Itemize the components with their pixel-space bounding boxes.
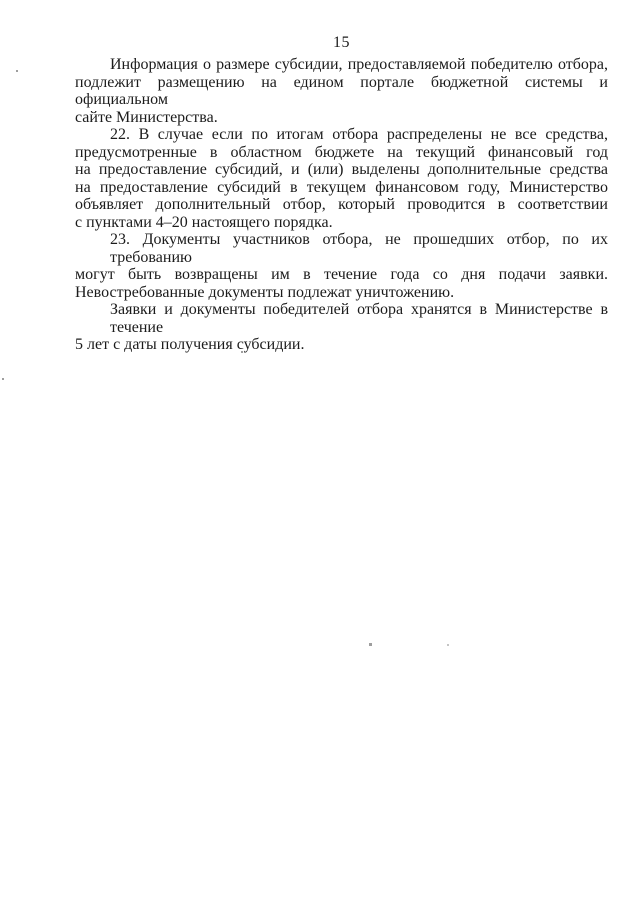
scan-artifact xyxy=(241,351,243,353)
scan-artifact xyxy=(447,644,449,646)
scan-artifact xyxy=(16,70,18,72)
paragraph xyxy=(75,301,608,354)
text-line: с пунктами 4–20 настоящего порядка. xyxy=(75,213,333,231)
text-line: подлежит размещению на едином портале бюджетной системы и официальном xyxy=(75,73,608,108)
text-line: 22. В случае если по итогам отбора распределены не все средства, xyxy=(110,126,608,143)
scan-artifact xyxy=(2,378,4,380)
text-line: могут быть возвращены им в течение года со дня подачи заявки. xyxy=(75,266,608,283)
text-block xyxy=(75,56,608,354)
text-line: на предоставление субсидий в текущем финансовом году, Министерство xyxy=(75,178,608,196)
text-line: сайте Министерства. xyxy=(75,108,218,126)
scan-artifact xyxy=(369,643,372,646)
paragraph xyxy=(75,56,608,126)
text-line: 23. Документы участников отбора, не прошедших отбор, по их требованию xyxy=(110,231,608,266)
paragraph xyxy=(75,231,608,301)
text-line: Невостребованные документы подлежат уничтожению. xyxy=(75,283,455,301)
text-line: 5 лет с даты получения субсидии. xyxy=(75,336,305,353)
page-number: 15 xyxy=(333,34,350,51)
text-line: предусмотренные в областном бюджете на текущий финансовый год xyxy=(75,143,608,161)
text-line: объявляет дополнительный отбор, который проводится в соответствии xyxy=(75,196,608,213)
text-line: Информация о размере субсидии, предоставляемой победителю отбора, xyxy=(110,56,608,73)
text-line: на предоставление субсидий, и (или) выделены дополнительные средства xyxy=(75,161,608,178)
text-line: Заявки и документы победителей отбора хранятся в Министерстве в течение xyxy=(110,301,608,336)
paragraph xyxy=(75,126,608,231)
